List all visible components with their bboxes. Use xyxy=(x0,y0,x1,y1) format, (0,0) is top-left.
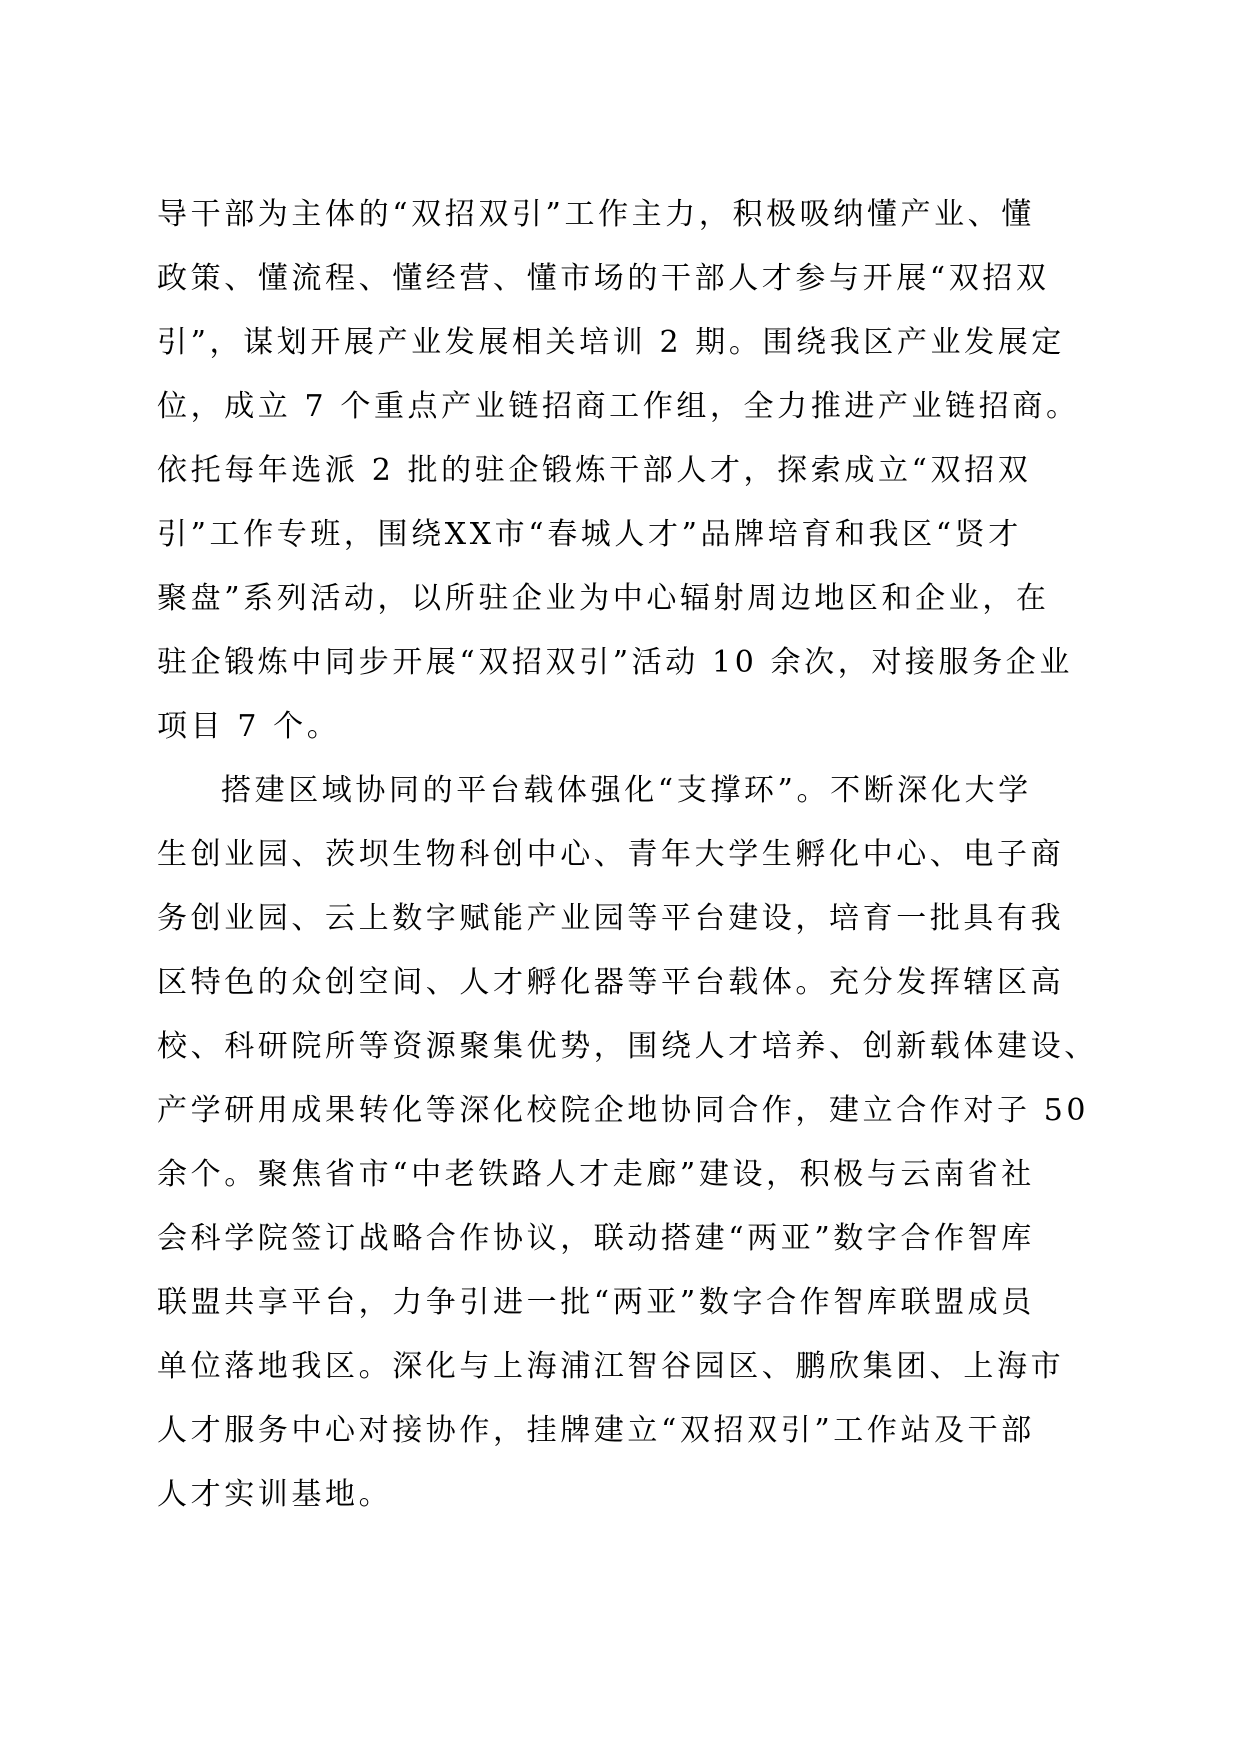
paragraph-2 xyxy=(157,759,1097,1527)
paragraph-1-line-1: 导干部为主体的“双招双引”工作主力，积极吸纳懂产业、懂 xyxy=(157,197,1035,232)
paragraph-1-line-8: 驻企锻炼中同步开展“双招双引”活动 10 余次，对接服务企业 xyxy=(157,645,1073,680)
paragraph-2-line-7: 余个。聚焦省市“中老铁路人才走廊”建设，积极与云南省社 xyxy=(157,1157,1035,1192)
paragraph-1-line-2: 政策、懂流程、懂经营、懂市场的干部人才参与开展“双招双 xyxy=(157,261,1050,296)
paragraph-2-line-1: 搭建区域协同的平台载体强化“支撑环”。不断深化大学 xyxy=(221,773,1032,808)
paragraph-2-line-5: 校、科研院所等资源聚集优势，围绕人才培养、创新载体建设、 xyxy=(157,1029,1098,1064)
paragraph-2-line-10: 单位落地我区。深化与上海浦江智谷园区、鹏欣集团、上海市 xyxy=(157,1349,1065,1384)
paragraph-1-line-3: 引”，谋划开展产业发展相关培训 2 期。围绕我区产业发展定 xyxy=(157,325,1065,360)
paragraph-1-line-7: 聚盘”系列活动，以所驻企业为中心辐射周边地区和企业，在 xyxy=(157,581,1050,616)
paragraph-1-line-5: 依托每年选派 2 批的驻企锻炼干部人才，探索成立“双招双 xyxy=(157,453,1032,488)
paragraph-2-line-9: 联盟共享平台，力争引进一批“两亚”数字合作智库联盟成员 xyxy=(157,1285,1035,1320)
document-body xyxy=(157,183,1097,1527)
paragraph-2-line-11: 人才服务中心对接协作，挂牌建立“双招双引”工作站及干部 xyxy=(157,1413,1035,1448)
paragraph-2-line-6: 产学研用成果转化等深化校院企地协同合作，建立合作对子 50 xyxy=(157,1093,1090,1128)
paragraph-2-line-3: 务创业园、云上数字赋能产业园等平台建设，培育一批具有我 xyxy=(157,901,1065,936)
paragraph-2-line-8: 会科学院签订战略合作协议，联动搭建“两亚”数字合作智库 xyxy=(157,1221,1035,1256)
paragraph-1-line-9: 项目 7 个。 xyxy=(157,709,341,744)
paragraph-1-line-6: 引”工作专班，围绕XX市“春城人才”品牌培育和我区“贤才 xyxy=(157,517,1022,552)
paragraph-2-line-4: 区特色的众创空间、人才孵化器等平台载体。充分发挥辖区高 xyxy=(157,965,1065,1000)
paragraph-1 xyxy=(157,183,1097,759)
paragraph-2-line-12: 人才实训基地。 xyxy=(157,1477,393,1512)
paragraph-1-line-4: 位，成立 7 个重点产业链招商工作组，全力推进产业链招商。 xyxy=(157,389,1080,424)
paragraph-2-line-2: 生创业园、茨坝生物科创中心、青年大学生孵化中心、电子商 xyxy=(157,837,1065,872)
